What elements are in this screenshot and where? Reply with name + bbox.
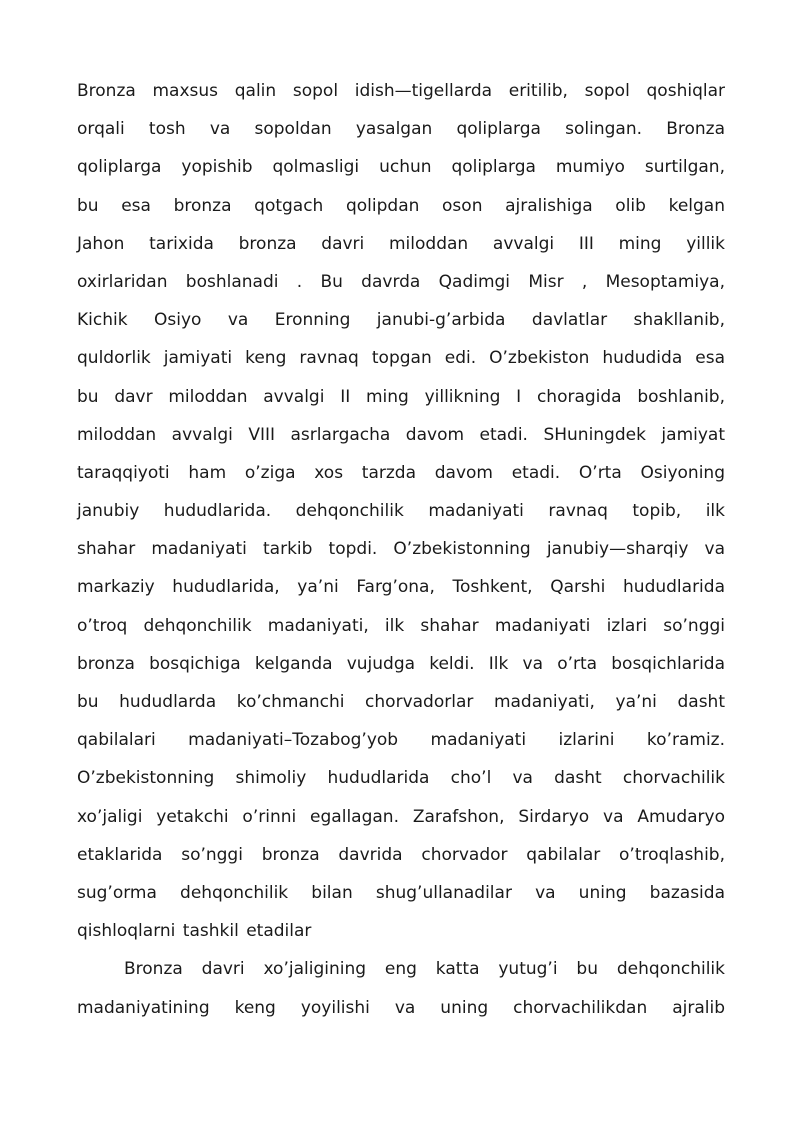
- text-line: quldorlik jamiyati keng ravnaq topgan edi. O’zbekiston hududida esa: [77, 348, 725, 369]
- text-line: qabilalari madaniyati–Tozabog’yob madaniyati izlarini ko’ramiz.: [77, 730, 725, 751]
- paragraph-start-line: Bronza davri xo’jaligining eng katta yutug’i bu dehqonchilik: [124, 959, 725, 980]
- text-line: O’zbekistonning shimoliy hududlarida cho’l va dasht chorvachilik: [77, 768, 725, 789]
- text-line: bu davr miloddan avvalgi II ming yillikning I choragida boshlanib,: [77, 386, 725, 407]
- text-line: etaklarida so’nggi bronza davrida chorvador qabilalar o’troqlashib,: [77, 844, 725, 865]
- text-line: janubiy hududlarida. dehqonchilik madaniyati ravnaq topib, ilk: [77, 501, 725, 522]
- text-line: bu hududlarda ko’chmanchi chorvadorlar madaniyati, ya’ni dasht: [77, 692, 725, 712]
- text-line: oxirlaridan boshlanadi . Bu davrda Qadimgi Misr , Mesoptamiya,: [77, 271, 725, 292]
- text-line: taraqqiyoti ham o’ziga xos tarzda davom etadi. O’rta Osiyoning: [77, 462, 725, 483]
- text-line: o’troq dehqonchilik madaniyati, ilk shahar madaniyati izlari so’nggi: [77, 615, 725, 636]
- text-line: Jahon tarixida bronza davri miloddan avvalgi III ming yillik: [77, 233, 725, 254]
- text-line: Kichik Osiyo va Eronning janubi-g’arbida davlatlar shakllanib,: [77, 310, 725, 331]
- text-line: qoliplarga yopishib qolmasligi uchun qoliplarga mumiyo surtilgan,: [77, 157, 725, 178]
- paragraph-end-line: qishloqlarni tashkil etadilar: [77, 921, 312, 942]
- text-line: sug’orma dehqonchilik bilan shug’ullanadilar va uning bazasida: [77, 882, 725, 903]
- text-line: madaniyatining keng yoyilishi va uning chorvachilikdan ajralib: [77, 997, 725, 1018]
- text-line: markaziy hududlarida, ya’ni Farg’ona, Toshkent, Qarshi hududlarida: [77, 577, 725, 598]
- text-line: Bronza maxsus qalin sopol idish—tigellarda eritilib, sopol qoshiqlar: [77, 81, 725, 101]
- text-line: bu esa bronza qotgach qolipdan oson ajralishiga olib kelgan: [77, 195, 725, 216]
- text-line: bronza bosqichiga kelganda vujudga keldi. Ilk va o’rta bosqichlarida: [77, 653, 725, 674]
- body-text: [77, 72, 725, 1027]
- text-line: xo’jaligi yetakchi o’rinni egallagan. Zarafshon, Sirdaryo va Amudaryo: [77, 806, 725, 827]
- text-line: miloddan avvalgi VIII asrlargacha davom etadi. SHuningdek jamiyat: [77, 424, 725, 445]
- text-line: orqali tosh va sopoldan yasalgan qoliplarga solingan. Bronza: [77, 119, 725, 140]
- text-line: shahar madaniyati tarkib topdi. O’zbekistonning janubiy—sharqiy va: [77, 539, 725, 560]
